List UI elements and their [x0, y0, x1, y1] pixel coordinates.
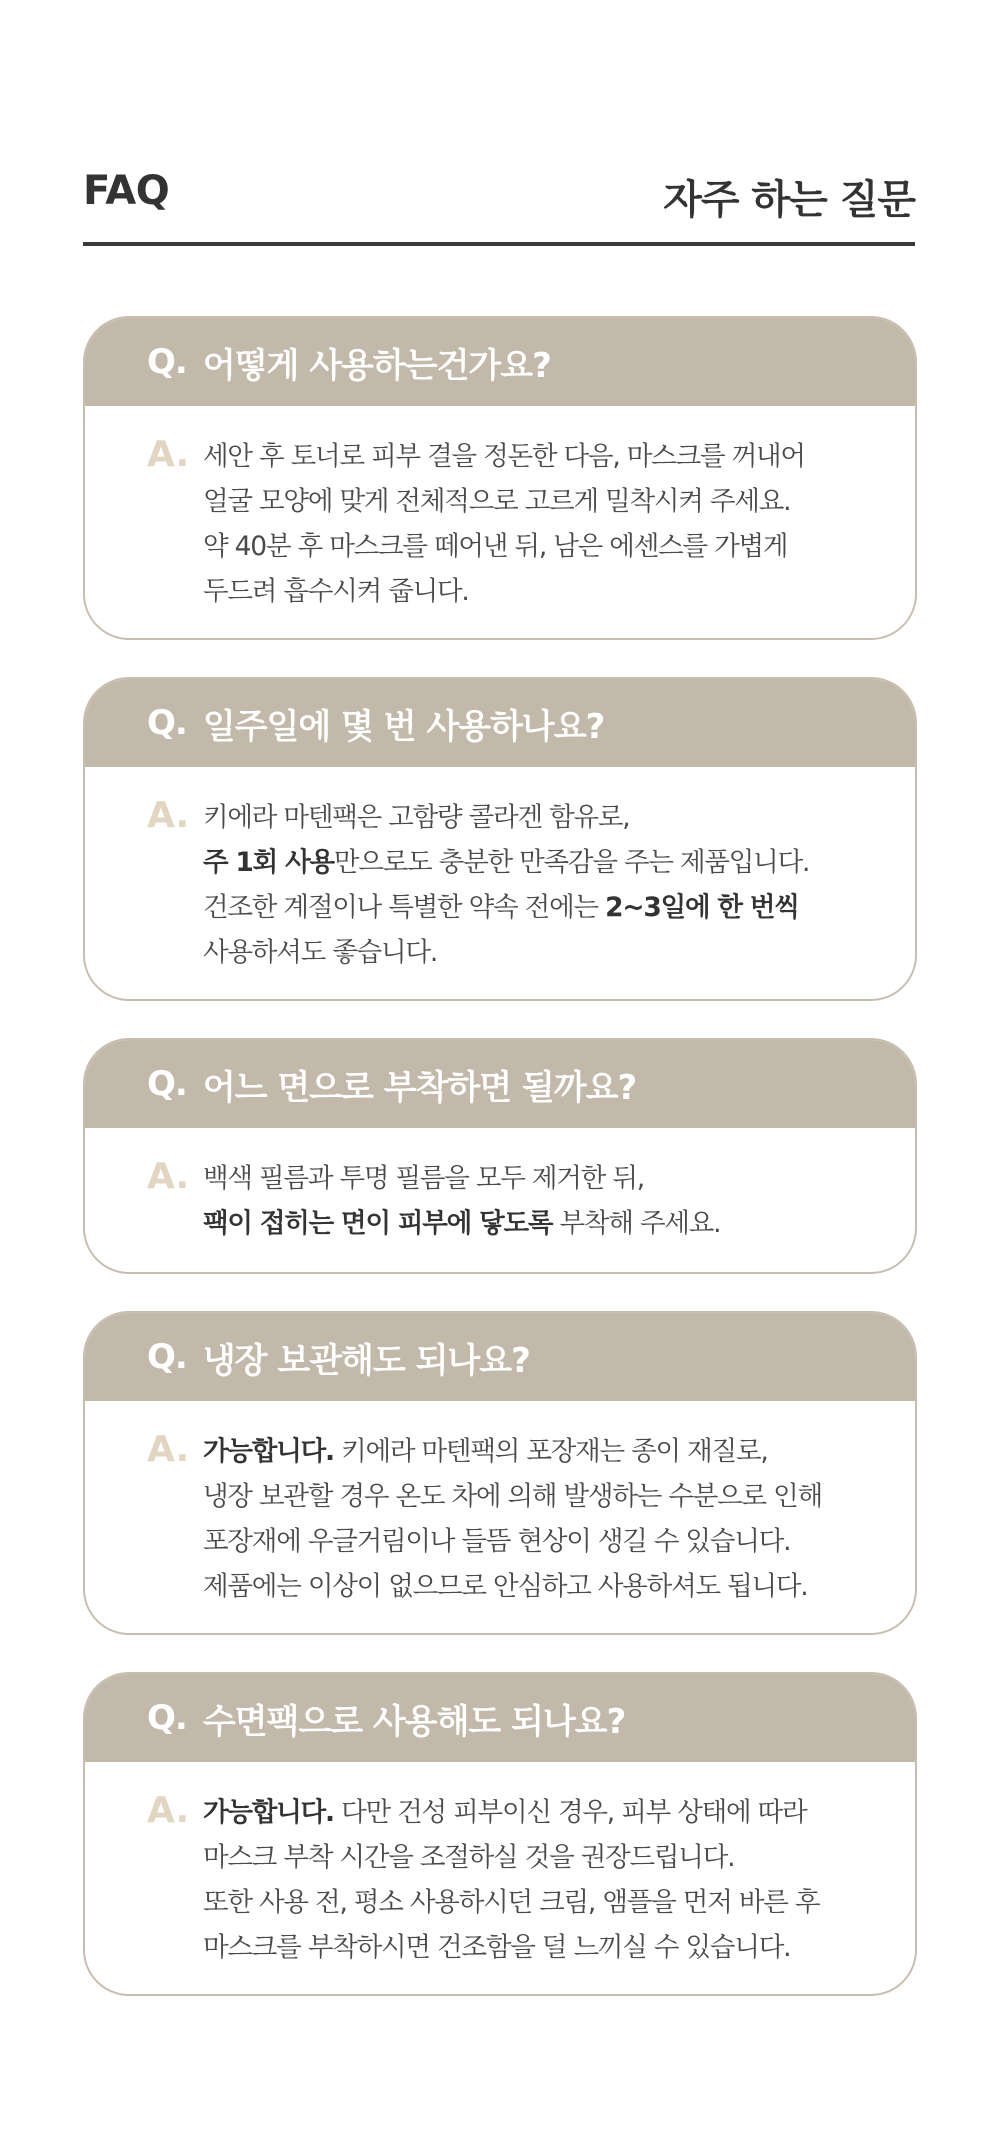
faq-question: 냉장 보관해도 되나요? [202, 1340, 530, 1381]
faq-question-bar [85, 679, 915, 767]
answer-line: 팩이 접히는 면이 피부에 닿도록 부착해 주세요. [203, 1208, 721, 1239]
question-mark: Q. [147, 1337, 187, 1377]
faq-answer [85, 1401, 915, 1609]
question-mark: Q. [147, 1064, 187, 1104]
answer-line: 얼굴 모양에 맞게 전체적으로 고르게 밀착시켜 주세요. [203, 486, 791, 517]
answer-line: 가능합니다. 다만 건성 피부이신 경우, 피부 상태에 따라 [203, 1797, 807, 1828]
answer-line: 포장재에 우글거림이나 들뜸 현상이 생길 수 있습니다. [203, 1526, 791, 1557]
answer-line: 마스크 부착 시간을 조절하실 것을 권장드립니다. [203, 1842, 735, 1873]
answer-line: 마스크를 부착하시면 건조함을 덜 느끼실 수 있습니다. [203, 1932, 791, 1963]
faq-question: 어느 면으로 부착하면 될까요? [202, 1067, 637, 1108]
faq-label: FAQ [83, 168, 170, 214]
faq-question-bar [85, 1674, 915, 1762]
faq-item-2 [83, 677, 917, 1001]
question-mark: Q. [147, 703, 187, 743]
answer-line: 두드려 흡수시켜 줍니다. [203, 576, 469, 607]
answer-line: 주 1회 사용만으로도 충분한 만족감을 주는 제품입니다. [203, 847, 810, 878]
faq-question-bar [85, 1313, 915, 1401]
question-mark: Q. [147, 342, 187, 382]
faq-item-5 [83, 1672, 917, 1996]
faq-answer [85, 1128, 915, 1246]
faq-item-3 [83, 1038, 917, 1274]
answer-mark: A. [147, 1429, 190, 1470]
faq-item-4 [83, 1311, 917, 1635]
answer-mark: A. [147, 1790, 190, 1831]
faq-answer [85, 1762, 915, 1970]
answer-line: 건조한 계절이나 특별한 약속 전에는 2~3일에 한 번씩 [203, 892, 799, 923]
question-mark: Q. [147, 1698, 187, 1738]
faq-question: 어떻게 사용하는건가요? [202, 345, 551, 386]
faq-question: 일주일에 몇 번 사용하나요? [202, 706, 605, 747]
answer-line: 또한 사용 전, 평소 사용하시던 크림, 앰플을 먼저 바른 후 [203, 1887, 820, 1918]
answer-line: 약 40분 후 마스크를 떼어낸 뒤, 남은 에센스를 가볍게 [203, 531, 788, 562]
faq-answer [85, 767, 915, 975]
answer-mark: A. [147, 434, 190, 475]
answer-line: 가능합니다. 키에라 마텐팩의 포장재는 종이 재질로, [203, 1436, 768, 1467]
answer-line: 제품에는 이상이 없으므로 안심하고 사용하셔도 됩니다. [203, 1571, 808, 1602]
answer-line: 백색 필름과 투명 필름을 모두 제거한 뒤, [203, 1163, 644, 1194]
faq-question-bar [85, 318, 915, 406]
faq-header [83, 168, 915, 246]
answer-line: 사용하셔도 좋습니다. [203, 937, 438, 968]
faq-question: 수면팩으로 사용해도 되나요? [202, 1701, 626, 1742]
answer-mark: A. [147, 1156, 190, 1197]
faq-question-bar [85, 1040, 915, 1128]
answer-mark: A. [147, 795, 190, 836]
faq-item-1 [83, 316, 917, 640]
faq-answer [85, 406, 915, 614]
faq-title: 자주 하는 질문 [663, 177, 915, 223]
answer-line: 키에라 마텐팩은 고함량 콜라겐 함유로, [203, 802, 630, 833]
answer-line: 냉장 보관할 경우 온도 차에 의해 발생하는 수분으로 인해 [203, 1481, 822, 1512]
answer-line: 세안 후 토너로 피부 결을 정돈한 다음, 마스크를 꺼내어 [203, 441, 805, 472]
